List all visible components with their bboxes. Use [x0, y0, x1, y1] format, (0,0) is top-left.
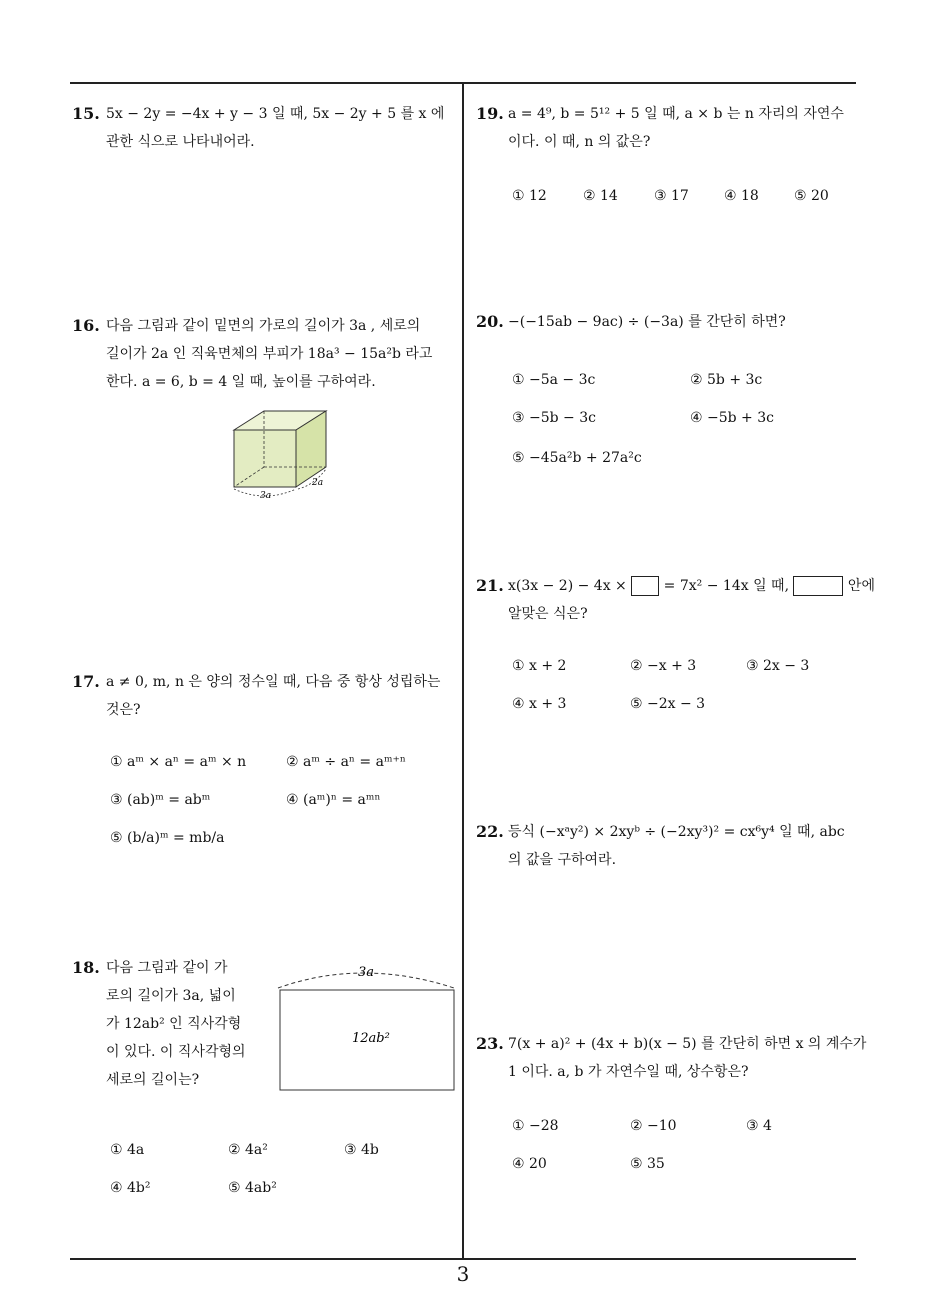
column-divider [462, 82, 464, 1260]
choice-17-1[interactable]: ① aᵐ × aⁿ = aᵐ × n [110, 754, 247, 770]
choice-18-2[interactable]: ② 4a² [228, 1142, 268, 1158]
choice-17-5[interactable]: ⑤ (b/a)ᵐ = mb/a [110, 830, 225, 846]
choice-19-2[interactable]: ② 14 [583, 188, 618, 204]
choice-20-3[interactable]: ③ −5b − 3c [512, 410, 596, 426]
choice-23-5[interactable]: ⑤ 35 [630, 1156, 665, 1172]
question-text-line: 5x − 2y = −4x + y − 3 일 때, 5x − 2y + 5 를 x 에 [106, 106, 445, 122]
choice-19-4[interactable]: ④ 18 [724, 188, 759, 204]
question-text-line: 것은? [106, 702, 141, 718]
rect-inner-label: 12ab² [352, 1031, 390, 1046]
bottom-rule [70, 1258, 856, 1260]
choice-19-5[interactable]: ⑤ 20 [794, 188, 829, 204]
choice-21-4[interactable]: ④ x + 3 [512, 696, 567, 712]
question-number: 22. [476, 822, 504, 841]
question-text-line: 로의 길이가 3a, 넓이 [106, 988, 236, 1004]
question-text-line: 이다. 이 때, n 의 값은? [508, 134, 651, 150]
question-text-line: 의 값을 구하여라. [508, 852, 617, 868]
choice-19-3[interactable]: ③ 17 [654, 188, 689, 204]
choice-17-4[interactable]: ④ (aᵐ)ⁿ = aᵐⁿ [286, 792, 381, 808]
choice-23-1[interactable]: ① −28 [512, 1118, 559, 1134]
choice-21-5[interactable]: ⑤ −2x − 3 [630, 696, 706, 712]
choice-21-1[interactable]: ① x + 2 [512, 658, 567, 674]
choice-18-3[interactable]: ③ 4b [344, 1142, 379, 1158]
question-text-line: 등식 (−xᵃy²) × 2xyᵇ ÷ (−2xy³)² = cx⁶y⁴ 일 때, abc [508, 824, 845, 840]
page-number: 3 [456, 1262, 470, 1286]
question-number: 17. [72, 672, 100, 691]
choice-23-3[interactable]: ③ 4 [746, 1118, 772, 1134]
question-text-line: a = 4⁹, b = 5¹² + 5 일 때, a × b 는 n 자리의 자연수 [508, 106, 844, 122]
rect-top-label: 3a [358, 965, 375, 980]
choice-19-1[interactable]: ① 12 [512, 188, 547, 204]
question-text-line: 이 있다. 이 직사각형의 [106, 1044, 246, 1060]
choice-20-1[interactable]: ① −5a − 3c [512, 372, 596, 388]
question-number: 23. [476, 1034, 504, 1053]
question-text-line: 1 이다. a, b 가 자연수일 때, 상수항은? [508, 1064, 749, 1080]
question-text-line: 알맞은 식은? [508, 606, 588, 622]
answer-box [631, 576, 659, 596]
choice-23-2[interactable]: ② −10 [630, 1118, 677, 1134]
question-text-part: 안에 [843, 578, 875, 594]
question-text-line: 다음 그림과 같이 밑면의 가로의 길이가 3a , 세로의 [106, 318, 421, 334]
cuboid-figure [226, 405, 336, 505]
question-number: 21. [476, 576, 504, 595]
question-text-line: 7(x + a)² + (4x + b)(x − 5) 를 간단히 하면 x 의 계수가 [508, 1036, 867, 1052]
question-text-line: 다음 그림과 같이 가 [106, 960, 228, 976]
choice-20-2[interactable]: ② 5b + 3c [690, 372, 763, 388]
question-number: 18. [72, 958, 100, 977]
question-text-part: x(3x − 2) − 4x × [508, 578, 632, 594]
question-text-line: 한다. a = 6, b = 4 일 때, 높이를 구하여라. [106, 374, 376, 390]
choice-18-4[interactable]: ④ 4b² [110, 1180, 151, 1196]
question-number: 15. [72, 104, 100, 123]
choice-20-5[interactable]: ⑤ −45a²b + 27a²c [512, 450, 642, 466]
choice-23-4[interactable]: ④ 20 [512, 1156, 547, 1172]
choice-20-4[interactable]: ④ −5b + 3c [690, 410, 774, 426]
choice-17-3[interactable]: ③ (ab)ᵐ = abᵐ [110, 792, 211, 808]
choice-21-3[interactable]: ③ 2x − 3 [746, 658, 810, 674]
choice-18-5[interactable]: ⑤ 4ab² [228, 1180, 277, 1196]
choice-21-2[interactable]: ② −x + 3 [630, 658, 697, 674]
question-text-line: 가 12ab² 인 직사각형 [106, 1016, 242, 1032]
rectangle-figure [272, 960, 460, 1094]
question-number: 20. [476, 312, 504, 331]
answer-box [793, 576, 843, 596]
question-text-part: = 7x² − 14x 일 때, [659, 578, 794, 594]
question-number: 19. [476, 104, 504, 123]
question-number: 16. [72, 316, 100, 335]
figure-label-width: 3a [260, 491, 272, 501]
question-text-line: 관한 식으로 나타내어라. [106, 134, 255, 150]
question-text-line: 세로의 길이는? [106, 1072, 200, 1088]
figure-label-depth: 2a [312, 478, 324, 488]
question-text-line: a ≠ 0, m, n 은 양의 정수일 때, 다음 중 항상 성립하는 [106, 674, 441, 690]
question-text-line: −(−15ab − 9ac) ÷ (−3a) 를 간단히 하면? [508, 314, 786, 330]
choice-18-1[interactable]: ① 4a [110, 1142, 145, 1158]
question-text-line: 길이가 2a 인 직육면체의 부피가 18a³ − 15a²b 라고 [106, 346, 433, 362]
choice-17-2[interactable]: ② aᵐ ÷ aⁿ = aᵐ⁺ⁿ [286, 754, 406, 770]
question-text-line [508, 572, 875, 600]
